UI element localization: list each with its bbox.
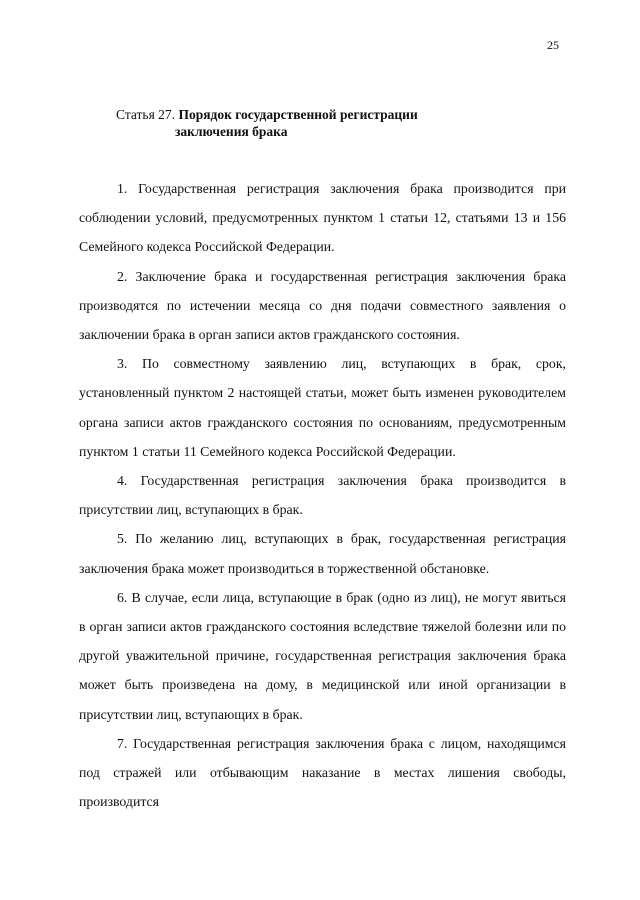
page-number: 25 [547,38,559,52]
article-title-line-1: Порядок государственной регистрации [178,107,418,122]
article-title-line-2: заключения брака [175,124,288,139]
paragraph-2: 2. Заключение брака и государственная регистрация заключения брака производятся по истечении месяца со дня подачи совместного заявления о заключении брака в орган записи актов гражданского состояния. [79,268,566,343]
paragraph-4: 4. Государственная регистрация заключения брака производится в присутствии лиц, вступающих в брак. [79,473,566,518]
article-heading-line-2 [116,123,418,140]
article-body [79,174,566,816]
paragraph-7: 7. Государственная регистрация заключения брака с лицом, находящимся под стражей или отбывающим наказание в местах лишения свободы, производится [79,735,566,810]
paragraph-3: 3. По совместному заявлению лиц, вступающих в брак, срок, установленный пунктом 2 настоящей статьи, может быть изменен руководителем органа записи актов гражданского состояния по основаниям, предусмотренным пунктом 1 статьи 11 Семейного кодекса Российской Федерации. [79,356,566,459]
paragraph-1: 1. Государственная регистрация заключения брака производится при соблюдении условий, предусмотренных пунктом 1 статьи 12, статьями 13 и 156 Семейного кодекса Российской Федерации. [79,181,566,255]
article-heading-line-1 [116,106,418,123]
article-heading [116,106,418,140]
paragraph-5: 5. По желанию лиц, вступающих в брак, государственная регистрация заключения брака может производиться в торжественной обстановке. [79,531,566,576]
paragraph-6: 6. В случае, если лица, вступающие в брак (одно из лиц), не могут явиться в орган записи актов гражданского состояния вследствие тяжелой болезни или по другой уважительной причине, государственная регистрация заключения брака может быть произведена на дому, в медицинской или иной организации в присутствии лиц, вступающих в брак. [79,589,566,722]
article-label: Статья 27. [116,107,176,122]
